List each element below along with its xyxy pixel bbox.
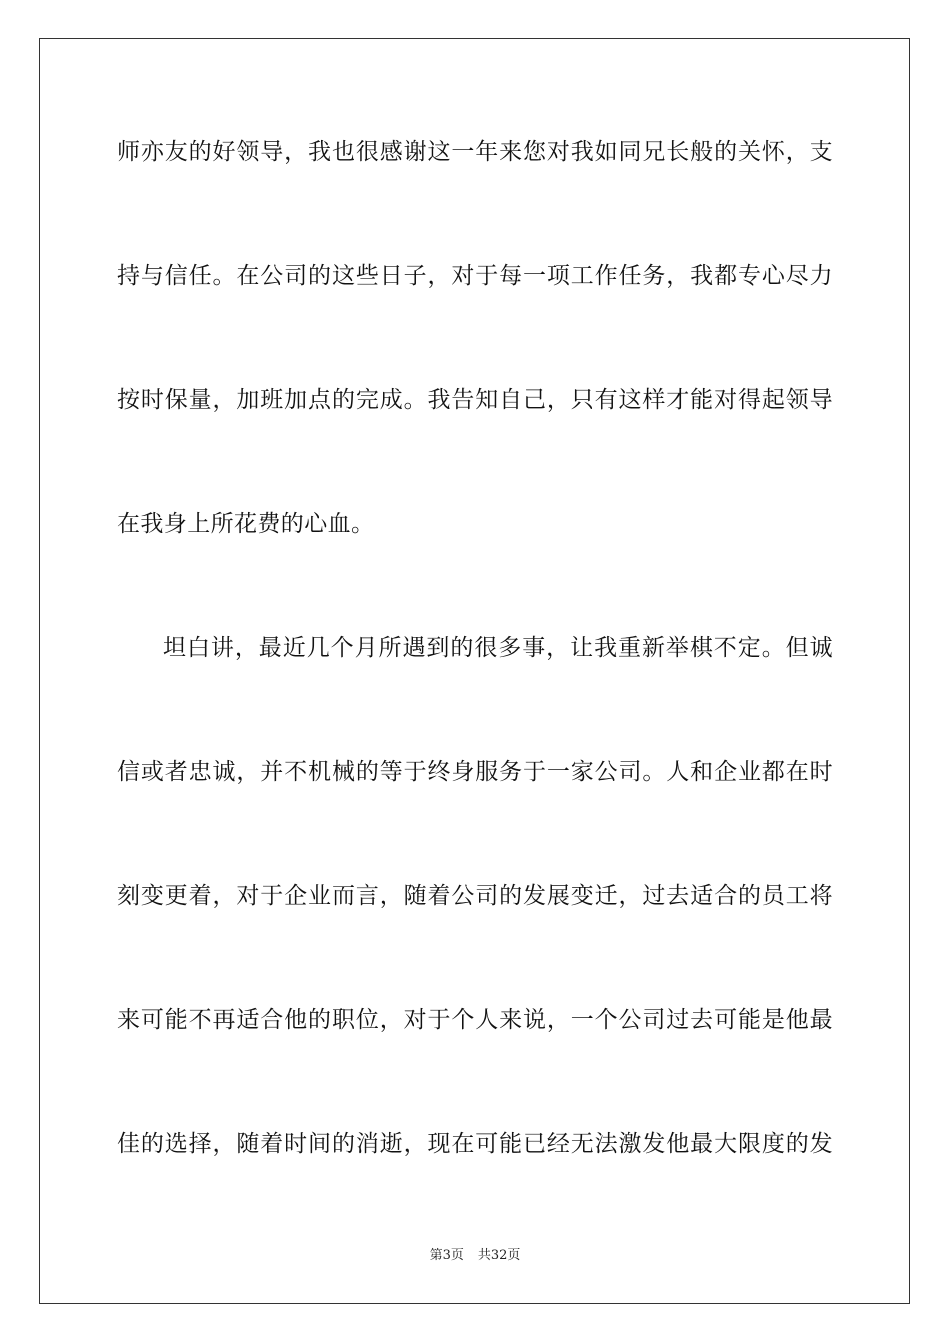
page-footer — [0, 1246, 950, 1266]
text-line: 在我身上所花费的心血。 — [117, 511, 375, 537]
text-line: 刻变更着，对于企业而言，随着公司的发展变迁，过去适合的员工将 — [117, 883, 833, 909]
text-line: 持与信任。在公司的这些日子，对于每一项工作任务，我都专心尽力 — [117, 263, 833, 289]
text-line: 坦白讲，最近几个月所遇到的很多事，让我重新举棋不定。但诚 — [163, 635, 833, 661]
text-line: 师亦友的好领导，我也很感谢这一年来您对我如同兄长般的关怀，支 — [117, 139, 833, 165]
text-line: 佳的选择，随着时间的消逝，现在可能已经无法激发他最大限度的发 — [117, 1131, 833, 1157]
text-line: 来可能不再适合他的职位，对于个人来说，一个公司过去可能是他最 — [117, 1007, 833, 1033]
text-line: 信或者忠诚，并不机械的等于终身服务于一家公司。人和企业都在时 — [117, 759, 833, 785]
text-line: 按时保量，加班加点的完成。我告知自己，只有这样才能对得起领导 — [117, 387, 833, 413]
total-pages: 共32页 — [477, 1248, 521, 1263]
page-number: 第3页 — [429, 1248, 464, 1263]
document-body — [117, 118, 833, 1234]
